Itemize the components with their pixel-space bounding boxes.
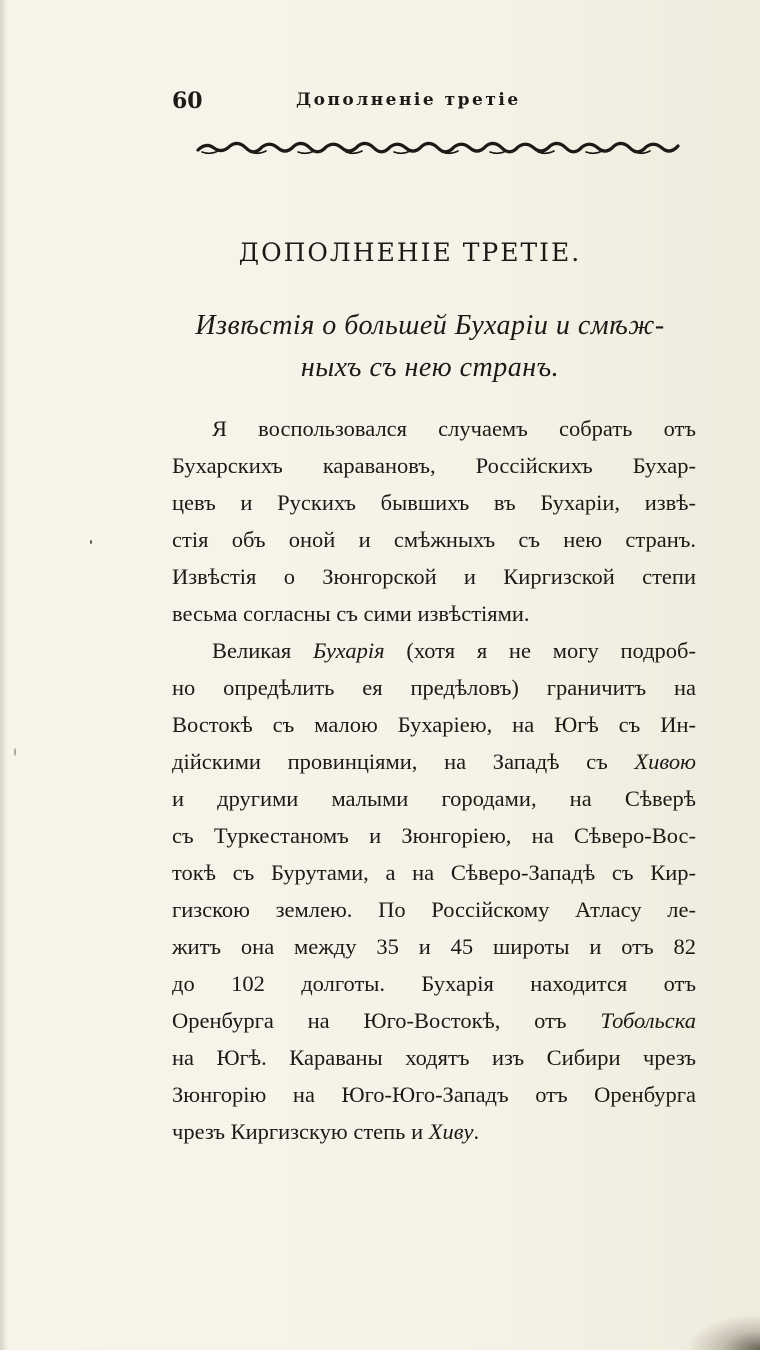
body-line: цевъ и Рускихъ бывшихъ въ Бухаріи, извѣ- (172, 490, 696, 515)
body-text-span: дійскими провинціями, на Западѣ съ (172, 749, 635, 774)
running-title: Дополненіе третіе (296, 90, 521, 110)
body-line: житъ она между 35 и 45 широты и отъ 82 (172, 934, 696, 959)
body-line: Извѣстія о Зюнгорской и Киргизской степи (172, 564, 696, 589)
body-text-span: чрезъ Киргизскую степь и (172, 1119, 429, 1144)
body-line: гизскою землею. По Россійскому Атласу ле- (172, 897, 696, 922)
body-line: на Югѣ. Караваны ходятъ изъ Сибири чрезъ (172, 1045, 696, 1070)
body-line: весьма согласны съ сими извѣстіями. (172, 601, 530, 626)
body-text-span: . (473, 1119, 480, 1144)
body-line: но опредѣлить ея предѣловъ) граничитъ на (172, 675, 696, 700)
body-line (172, 747, 696, 777)
body-line: Я воспользовался случаемъ собрать отъ (212, 416, 696, 441)
body-line: стія объ оной и смѣжныхъ съ нею странъ. (172, 527, 696, 552)
wavy-rule-ornament-icon (196, 136, 682, 158)
italic-place-name: Хиву (428, 1119, 474, 1144)
chapter-title: ДОПОЛНЕНІЕ ТРЕТІЕ. (238, 238, 582, 267)
page-number: 60 (172, 88, 203, 114)
body-line (212, 636, 696, 666)
paper-speck (14, 748, 16, 756)
body-text-span: Великая (212, 638, 313, 663)
body-line (172, 1117, 479, 1147)
body-line: Зюнгорію на Юго-Юго-Западъ отъ Оренбурга (172, 1082, 696, 1107)
body-line: Бухарскихъ каравановъ, Россійскихъ Бухар- (172, 453, 696, 478)
body-line: до 102 долготы. Бухарія находится отъ (172, 971, 696, 996)
body-line: съ Туркестаномъ и Зюнгоріею, на Сѣверо-Вос- (172, 823, 696, 848)
italic-place-name: Тобольска (600, 1008, 696, 1033)
body-text-span: Оренбурга на Юго-Востокѣ, отъ (172, 1008, 601, 1033)
body-line: Востокѣ съ малою Бухаріею, на Югѣ съ Ин- (172, 712, 696, 737)
italic-place-name: Хивою (634, 749, 696, 774)
body-text-span: (хотя я не могу подроб- (384, 638, 696, 663)
subtitle-line-1: Извѣстія о большей Бухаріи и смѣж- (195, 310, 665, 341)
running-head (172, 88, 592, 118)
page-corner-smudge (690, 1316, 760, 1350)
subtitle-line-2: ныхъ съ нею странъ. (300, 352, 560, 383)
body-line: токѣ съ Бурутами, а на Сѣверо-Западѣ съ Кир- (172, 860, 696, 885)
body-line (172, 1006, 696, 1036)
paper-speck (90, 540, 92, 544)
body-line: и другими малыми городами, на Сѣверѣ (172, 786, 696, 811)
page-gutter-shadow (0, 0, 8, 1350)
italic-place-name: Бухарія (312, 638, 385, 663)
